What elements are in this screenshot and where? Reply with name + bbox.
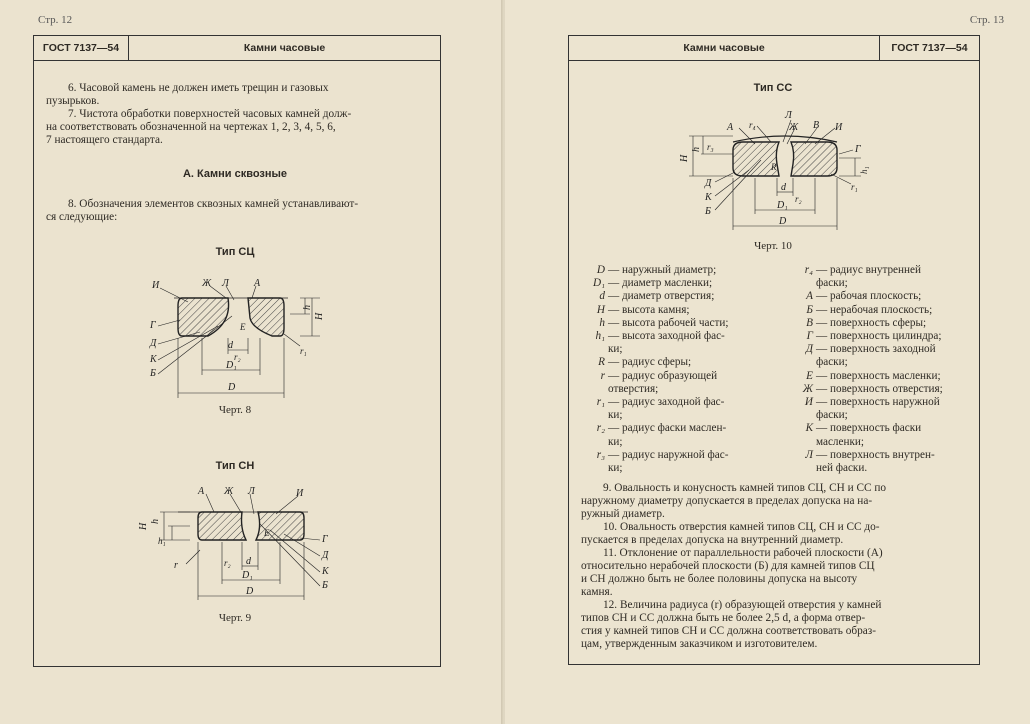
fig10-label-D1: D₁ <box>777 200 788 211</box>
definition-text: — наружный диаметр; <box>608 264 717 276</box>
definition-row <box>575 356 775 369</box>
definition-row <box>783 422 969 435</box>
fig9-caption: Черт. 9 <box>218 612 252 624</box>
definition-row <box>783 317 969 330</box>
fig8-label-r2: r₂ <box>234 352 241 362</box>
fig10-label-h: h <box>691 147 702 152</box>
fig9-label-h1: h₁ <box>158 536 166 546</box>
definition-symbol: r₁ <box>596 396 605 409</box>
definition-symbol <box>783 462 816 475</box>
fig9-label-E: Е <box>264 528 270 538</box>
definition-row <box>783 290 969 303</box>
definition-symbol <box>575 462 608 475</box>
definition-symbol <box>575 409 608 422</box>
definition-symbol: Ж <box>802 382 813 395</box>
para11-line3: и СН должно быть не более половины допуска на высоту <box>581 573 858 585</box>
definition-row <box>783 356 969 369</box>
definition-symbol: r₄ <box>804 264 813 276</box>
definition-text: — радиус фаски маслен- <box>608 422 727 435</box>
definition-symbol <box>575 383 608 396</box>
definition-symbol: d <box>599 290 605 303</box>
definition-row <box>783 264 969 277</box>
para12-line3: стия у камней типов СН и СС должна соответствовать образ- <box>581 625 877 637</box>
fig8-label-d: d <box>228 340 233 351</box>
para11-line1: 11. Отклонение от параллельности рабочей плоскости (А) <box>603 547 883 559</box>
fig8-label-h: h <box>302 305 313 310</box>
definition-symbol: h <box>599 316 605 329</box>
fig10-label-h1: h₁ <box>859 166 869 174</box>
definition-text: — радиус заходной фас- <box>608 396 725 409</box>
fig9-label-d: d <box>246 556 251 567</box>
definition-symbol: А <box>806 290 813 303</box>
fig8-label-A: А <box>254 278 261 289</box>
definition-symbol: D₁ <box>593 277 605 290</box>
definition-row <box>575 436 775 449</box>
definition-text: фаски; <box>816 277 848 290</box>
fig10-label-V: В <box>813 120 820 131</box>
header-title: Камни часовые <box>569 36 880 60</box>
page-number: Стр. 13 <box>969 14 1004 26</box>
definition-text: — радиус сферы; <box>608 356 692 369</box>
definition-text: — поверхность цилиндра; <box>816 330 942 343</box>
fig10-label-B: Б <box>705 206 711 217</box>
definition-text: — рабочая плоскость; <box>816 290 922 303</box>
definition-symbol <box>783 409 816 422</box>
definition-row <box>575 317 775 330</box>
definition-symbol: r₃ <box>596 448 605 461</box>
fig9-label-G: Г <box>322 534 328 545</box>
definition-text: — поверхность фаски <box>816 422 922 435</box>
definition-symbol <box>783 356 816 369</box>
definition-row <box>575 409 775 422</box>
fig9-label-L: Л <box>248 486 255 497</box>
definition-symbol: D <box>596 264 605 276</box>
definition-symbol <box>575 343 608 356</box>
fig10-label-r4: r₄ <box>749 120 756 130</box>
fig10-label-L: Л <box>785 110 792 121</box>
definition-symbol: r₂ <box>596 422 605 435</box>
definition-row <box>575 264 775 277</box>
definition-row <box>783 462 969 475</box>
fig10-label-r2: r₂ <box>795 194 802 204</box>
fig10-label-r3: r₃ <box>707 142 714 152</box>
definition-row <box>783 383 969 396</box>
definition-text: — диаметр отверстия; <box>608 290 715 303</box>
para8-line1: 8. Обозначения элементов сквозных камней устанавливают- <box>68 198 359 210</box>
definitions-left-column <box>575 264 775 475</box>
definition-row <box>575 370 775 383</box>
figure-10-drawing <box>665 98 885 236</box>
definition-text: — радиус внутренней <box>816 264 921 276</box>
fig10-label-D: Д <box>705 178 712 189</box>
figure-8-drawing <box>140 268 360 418</box>
fig9-title: Тип СН <box>215 460 255 472</box>
para12-line2: типов СН и СС должна быть не более 2,5 d, а форма отвер- <box>581 612 866 624</box>
fig8-caption: Черт. 8 <box>218 404 252 416</box>
fig10-label-R: R <box>771 162 777 172</box>
definition-text: — радиус образующей <box>608 369 718 382</box>
fig8-label-Zh: Ж <box>202 278 212 289</box>
definition-row <box>575 277 775 290</box>
definition-row <box>575 330 775 343</box>
fig8-label-r1: r₁ <box>300 346 307 356</box>
fig8-label-G: Г <box>150 320 156 331</box>
definition-text: отверстия; <box>608 382 659 395</box>
definition-row <box>575 396 775 409</box>
fig9-label-A: А <box>198 486 205 497</box>
para12-line4: цам, утвержденным заказчиком и изготовителем. <box>581 638 818 650</box>
body-text-paras-9-12 <box>581 482 967 651</box>
fig10-label-H: H <box>679 154 690 162</box>
header-row <box>569 36 979 61</box>
fig10-label-A: А <box>727 122 734 133</box>
definition-text: фаски; <box>816 409 848 422</box>
definition-row <box>783 409 969 422</box>
para6-line1: 6. Часовой камень не должен иметь трещин и газовых <box>68 82 329 94</box>
para6-line2: пузырьков. <box>46 95 100 107</box>
definition-symbol: К <box>805 422 813 435</box>
definition-symbol <box>575 436 608 449</box>
fig10-label-I: И <box>835 122 843 133</box>
definition-symbol: Е <box>806 369 813 382</box>
fig10-caption: Черт. 10 <box>754 240 792 252</box>
fig10-title: Тип СС <box>753 82 793 94</box>
definition-text: — диаметр масленки; <box>608 277 713 290</box>
para11-line4: камня. <box>581 586 613 598</box>
fig8-label-I: И <box>152 280 160 291</box>
fig8-label-K: К <box>150 354 157 365</box>
para7-line3: 7 настоящего стандарта. <box>46 134 163 146</box>
fig10-label-r1: r₁ <box>851 182 858 192</box>
definition-symbol: Д <box>805 343 813 356</box>
fig8-label-H: H <box>314 312 325 320</box>
header-row <box>34 36 440 61</box>
fig9-label-D: Д <box>322 550 329 561</box>
fig9-label-r2: r₂ <box>224 558 231 568</box>
definition-text: масленки; <box>816 435 865 448</box>
definition-symbol: Г <box>806 330 813 343</box>
definition-symbol: R <box>598 356 605 369</box>
fig8-label-L: Л <box>222 278 229 289</box>
para9-line2: наружному диаметру допускается в пределах допуска на на- <box>581 495 873 507</box>
definition-symbol <box>783 277 816 290</box>
definition-row <box>575 422 775 435</box>
para9-line3: ружный диаметр. <box>581 508 665 520</box>
figure-9-drawing <box>130 480 350 608</box>
definition-text: — поверхность отверстия; <box>816 382 943 395</box>
definition-row <box>575 462 775 475</box>
definition-text: — высота заходной фас- <box>608 330 725 343</box>
fig8-label-D1: D₁ <box>226 360 237 371</box>
section-heading: А. Камни сквозные <box>182 168 288 180</box>
fig9-label-B: Б <box>322 580 328 591</box>
definition-text: — поверхность внутрен- <box>816 448 935 461</box>
fig10-label-d: d <box>781 182 786 193</box>
right-page <box>505 0 1030 724</box>
definition-symbol: r <box>600 369 605 382</box>
fig9-label-K: К <box>322 566 329 577</box>
para9-line1: 9. Овальность и конусность камней типов СЦ, СН и СС по <box>603 482 887 494</box>
definition-text: — поверхность наружной <box>816 396 940 409</box>
definitions-right-column <box>783 264 969 475</box>
fig9-label-Zh: Ж <box>224 486 234 497</box>
left-page <box>0 0 503 724</box>
definition-text: фаски; <box>816 356 848 369</box>
para7-line1: 7. Чистота обработки поверхностей часовых камней долж- <box>68 108 352 120</box>
fig10-label-Zh: Ж <box>789 122 799 133</box>
definition-symbol <box>783 436 816 449</box>
definition-row <box>783 370 969 383</box>
fig10-label-K: К <box>705 192 712 203</box>
fig8-label-Dbig: D <box>228 382 236 393</box>
definition-text: ней фаски. <box>816 462 868 475</box>
definition-text: — радиус наружной фас- <box>608 448 729 461</box>
definition-text: — поверхность масленки; <box>816 369 941 382</box>
standard-code: ГОСТ 7137—54 <box>34 36 129 60</box>
definition-text: ки; <box>608 435 623 448</box>
definition-text: — поверхность заходной <box>816 343 936 356</box>
definition-symbol: H <box>596 303 605 316</box>
fig9-label-h: h <box>150 519 161 524</box>
definition-text: ки; <box>608 409 623 422</box>
definition-text: — поверхность сферы; <box>816 316 927 329</box>
fig9-label-H: H <box>138 522 149 530</box>
para11-line2: относительно нерабочей плоскости (Б) для камней типов СЦ <box>581 560 875 572</box>
body-text-top <box>46 82 424 147</box>
definition-row <box>783 277 969 290</box>
fig8-label-E: Е <box>240 322 246 332</box>
fig9-label-I: И <box>296 488 304 499</box>
page-number: Стр. 12 <box>38 14 73 26</box>
definition-symbol: И <box>804 396 813 409</box>
definition-row <box>575 290 775 303</box>
fig9-label-r: r <box>174 560 178 571</box>
definition-symbol: Б <box>806 303 813 316</box>
fig10-label-Dbig: D <box>779 216 787 227</box>
definition-row <box>783 436 969 449</box>
definition-symbol: h₁ <box>595 330 605 343</box>
fig10-label-G: Г <box>855 144 861 155</box>
para8-line2: ся следующие: <box>46 211 118 223</box>
para7-line2: на соответствовать обозначенной на чертежах 1, 2, 3, 4, 5, 6, <box>46 121 336 133</box>
definition-symbol: В <box>806 316 813 329</box>
fig8-label-B: Б <box>150 368 156 379</box>
fig9-label-D1: D₁ <box>242 570 253 581</box>
definition-row <box>575 383 775 396</box>
definition-row <box>783 343 969 356</box>
definition-text: — высота камня; <box>608 303 690 316</box>
definition-row <box>783 330 969 343</box>
definition-row <box>575 304 775 317</box>
definition-symbol: Л <box>805 448 813 461</box>
definition-row <box>575 449 775 462</box>
definition-text: — высота рабочей части; <box>608 316 729 329</box>
fig8-label-D: Д <box>150 338 157 349</box>
definition-row <box>783 304 969 317</box>
standard-code: ГОСТ 7137—54 <box>891 42 968 54</box>
definition-text: ки; <box>608 343 623 356</box>
para12-line1: 12. Величина радиуса (r) образующей отверстия у камней <box>603 599 882 611</box>
definition-text: — нерабочая плоскость; <box>816 303 933 316</box>
fig9-label-Dbig: D <box>246 586 254 597</box>
para10-line1: 10. Овальность отверстия камней типов СЦ, СН и СС до- <box>603 521 880 533</box>
body-text-para8 <box>46 198 424 224</box>
definition-text: ки; <box>608 462 623 475</box>
fig8-title: Тип СЦ <box>215 246 255 258</box>
definition-row <box>783 396 969 409</box>
definition-row <box>575 343 775 356</box>
para10-line2: пускается в пределах допуска на внутренний диаметр. <box>581 534 844 546</box>
definition-row <box>783 449 969 462</box>
header-title: Камни часовые <box>243 42 326 54</box>
